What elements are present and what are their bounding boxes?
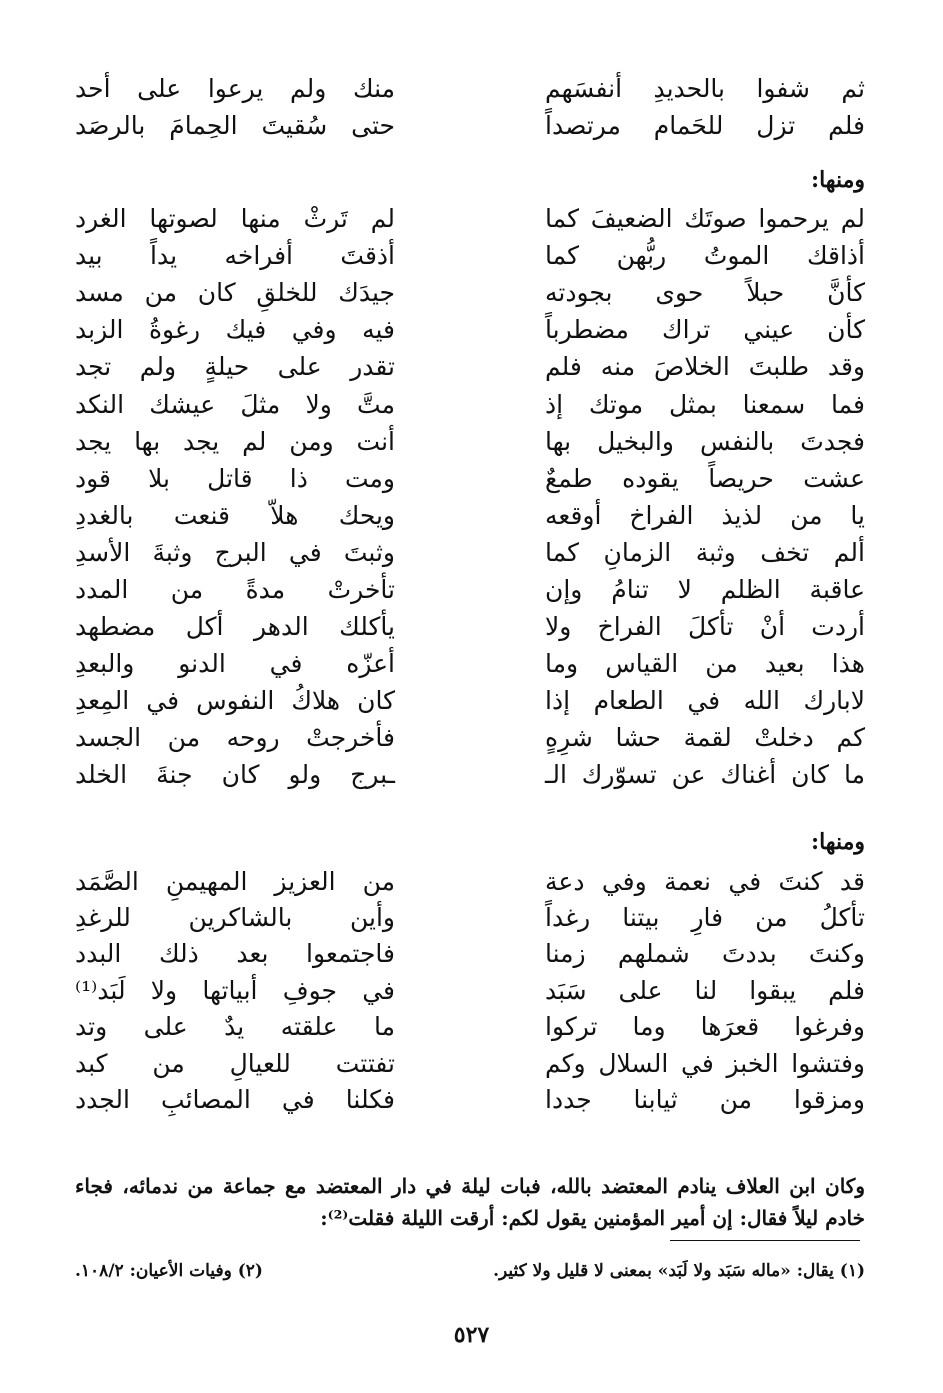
page-number: ٥٢٧ (453, 1322, 490, 1348)
verse-second-hemistich: ما علقته يدٌ على وتد (75, 1012, 395, 1042)
verse-first-hemistich: ومزقوا من ثيابنا جددا (545, 1085, 865, 1115)
verse-line (75, 899, 865, 935)
verse-line (75, 936, 865, 972)
verse-second-hemistich: منك ولم يرعوا على أحد (75, 74, 395, 103)
verse-first-hemistich: كم دخلتْ لقمة حشا شرِهٍ (545, 723, 865, 753)
verse-second-hemistich: وثبتَ في البرج وثبةَ الأسدِ (75, 537, 395, 567)
verse-second-hemistich: من العزيز المهيمنِ الصَّمَد (75, 866, 395, 896)
verse-first-hemistich: فلم تزل للحَمام مرتصداً (545, 111, 865, 140)
verse-first-hemistich: لابارك الله في الطعام إذا (545, 686, 865, 716)
verse-second-hemistich: جيدَك للخلقِ كان من مسد (75, 278, 395, 308)
verse-first-hemistich: فلم يبقوا لنا على سَبَد (545, 975, 865, 1005)
verse-second-hemistich: كان هلاكُ النفوس في المِعدِ (75, 686, 395, 716)
verse-line (75, 237, 865, 274)
verse-second-hemistich: وأين بالشاكرين للرغدِ (75, 903, 395, 933)
verse-line (75, 571, 865, 608)
verse-first-hemistich: عاقبة الظلم لا تنامُ وإن (545, 574, 865, 604)
verse-first-hemistich: وفتشوا الخبز في السلال وكم (545, 1048, 865, 1078)
verse-second-hemistich: فيه وفي فيك رغوةُ الزبد (75, 315, 395, 345)
verse-second-hemistich: في جوفِ أبياتها ولا لَبَد⁽¹⁾ (75, 975, 395, 1005)
footnote-2: (٢) وفيات الأعيان: ١٠٨/٢. (75, 1261, 263, 1281)
verse-line (75, 1045, 865, 1081)
verse-second-hemistich: أنت ومن لم يجد بها يجد (75, 426, 395, 456)
verse-line (75, 497, 865, 534)
verse-first-hemistich: عشت حريصاً يقوده طمعٌ (545, 463, 865, 493)
verse-line (75, 682, 865, 719)
verse-line (75, 719, 865, 756)
verse-line (75, 645, 865, 682)
verse-second-hemistich: حتى سُقيتَ الحِمامَ بالرصَد (75, 111, 395, 140)
verse-first-hemistich: قد كنتَ في نعمة وفي دعة (545, 866, 865, 896)
verse-line (75, 70, 865, 107)
verse-first-hemistich: وقد طلبتَ الخلاصَ منه فلم (545, 352, 865, 382)
verse-second-hemistich: تأخرتْ مدةً من المدد (75, 574, 395, 604)
footnote-1: (١) يقال: «ماله سَبَد ولا لَبَد» بمعنى لا قليل ولا كثير. (493, 1261, 865, 1281)
verse-first-hemistich: فجدتَ بالنفس والبخيل بها (545, 426, 865, 456)
poem-section-3 (75, 863, 865, 1118)
verse-first-hemistich: وفرغوا قعرَها وما تركوا (545, 1012, 865, 1042)
verse-second-hemistich: لم تَرثْ منها لصوتها الغرد (75, 204, 395, 234)
verse-line (75, 1081, 865, 1117)
verse-line (75, 311, 865, 348)
verse-second-hemistich: ويحك هلاّ قنعت بالغددِ (75, 500, 395, 530)
verse-second-hemistich: فاجتمعوا بعد ذلك البدد (75, 939, 395, 969)
verse-second-hemistich: ـبرج ولو كان جنةَ الخلد (75, 760, 395, 790)
verse-line (75, 460, 865, 497)
verse-first-hemistich: فما سمعنا بمثل موتك إذ (545, 389, 865, 419)
verse-second-hemistich: تفتتت للعيالِ من كبد (75, 1048, 395, 1078)
verse-line (75, 423, 865, 460)
verse-line (75, 348, 865, 385)
verse-first-hemistich: أذاقك الموتُ ربُّهن كما (545, 241, 865, 271)
section-heading: ومنها: (810, 167, 865, 193)
verse-first-hemistich: تأكلُ من فارِ بيتنا رغداً (545, 903, 865, 933)
poem-section-1 (75, 70, 865, 144)
verse-line (75, 863, 865, 899)
verse-line (75, 274, 865, 311)
verse-line (75, 385, 865, 422)
verse-line (75, 107, 865, 144)
footnotes (75, 1258, 865, 1284)
verse-second-hemistich: أعزّه في الدنو والبعدِ (75, 649, 395, 679)
prose-paragraph: وكان ابن العلاف ينادم المعتضد بالله، فبات ليلة في دار المعتضد مع جماعة من ندمائه، فجاء خادم ليلاً فقال: إن أمير المؤمنين يقول لكم: أرقت الليلة فقلت⁽²⁾: (75, 1174, 865, 1230)
footnote-divider (670, 1240, 860, 1241)
verse-first-hemistich: هذا بعيد من القياس وما (545, 649, 865, 679)
verse-line (75, 534, 865, 571)
verse-line (75, 200, 865, 237)
verse-first-hemistich: ثم شفوا بالحديدِ أنفسَهم (545, 74, 865, 103)
section-heading: ومنها: (810, 829, 865, 855)
verse-second-hemistich: يأكلك الدهر أكل مضطهد (75, 612, 395, 642)
poem-section-2 (75, 200, 865, 794)
verse-first-hemistich: كأنَّ حبلاً حوى بجودته (545, 278, 865, 308)
verse-line (75, 756, 865, 793)
verse-second-hemistich: ومت ذا قاتل بلا قود (75, 463, 395, 493)
verse-second-hemistich: فأخرجتْ روحه من الجسد (75, 723, 395, 753)
verse-first-hemistich: وكنتَ بددتَ شملهم زمنا (545, 939, 865, 969)
verse-line (75, 1009, 865, 1045)
verse-first-hemistich: ما كان أغناك عن تسوّرك الـ (545, 760, 865, 790)
verse-first-hemistich: لم يرحموا صوتَك الضعيفَ كما (545, 204, 865, 234)
verse-first-hemistich: كأن عيني تراك مضطرباً (545, 315, 865, 345)
verse-first-hemistich: أردت أنْ تأكلَ الفراخ ولا (545, 612, 865, 642)
verse-second-hemistich: فكلنا في المصائبِ الجدد (75, 1085, 395, 1115)
verse-first-hemistich: يا من لذيذ الفراخ أوقعه (545, 500, 865, 530)
verse-line (75, 608, 865, 645)
verse-second-hemistich: تقدر على حيلةٍ ولم تجد (75, 352, 395, 382)
verse-second-hemistich: متَّ ولا مثلَ عيشك النكد (75, 389, 395, 419)
verse-line (75, 972, 865, 1008)
verse-second-hemistich: أذقتَ أفراخه يداً بيد (75, 241, 395, 271)
verse-first-hemistich: ألم تخف وثبة الزمانِ كما (545, 537, 865, 567)
